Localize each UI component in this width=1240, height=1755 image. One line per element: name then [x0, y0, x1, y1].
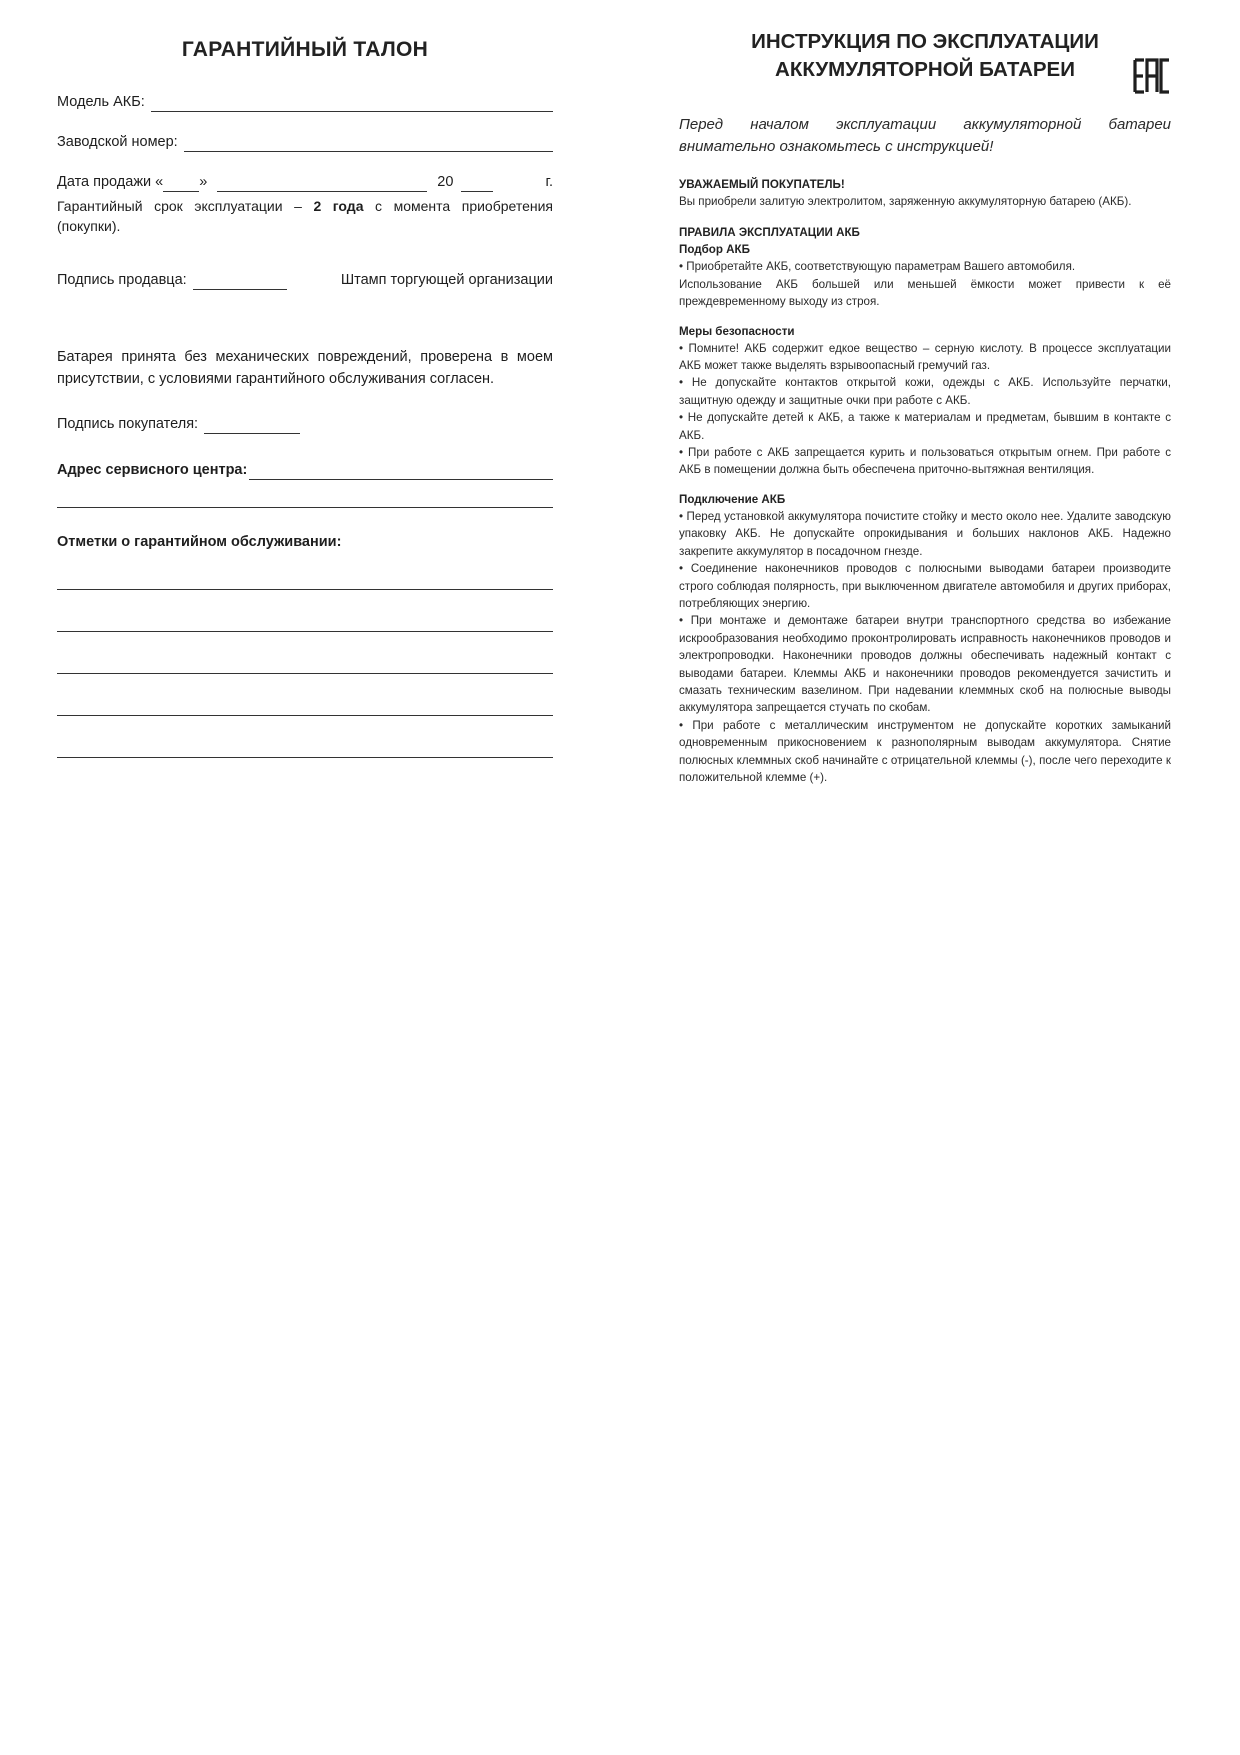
safety-heading: Меры безопасности [679, 324, 795, 338]
sale-year-prefix: 20 [437, 174, 454, 190]
selection-heading: Подбор АКБ [679, 243, 750, 257]
instructions-title-line-2: АККУМУЛЯТОРНОЙ БАТАРЕИ [775, 58, 1075, 81]
service-address-label: Адрес сервисного центра: [57, 462, 248, 478]
sale-month-blank [217, 175, 427, 192]
warranty-term-prefix: Гарантийный срок эксплуатации – [57, 198, 302, 214]
model-blank-line [151, 95, 553, 112]
service-address-field [57, 460, 553, 480]
seller-signature-field [57, 270, 553, 290]
service-mark-line [57, 672, 553, 674]
connection-bullet: • Соединение наконечников проводов с полюсными выводами батареи производите строго соблюдая полярность, при выключенном двигателе автомобиля и других приборах, потребляющих энергию. [679, 562, 1171, 610]
sale-year-blank [461, 175, 493, 192]
warranty-title: ГАРАНТИЙНЫЙ ТАЛОН [181, 38, 429, 61]
service-marks-lines [57, 588, 553, 758]
safety-bullet: • Не допускайте контактов открытой кожи, одежды с АКБ. Используйте перчатки, защитную одежду и защитные очки при работе с АКБ. [679, 376, 1171, 407]
service-address-blank [249, 463, 553, 480]
eac-certification-icon [1133, 58, 1171, 94]
instructions-header [679, 28, 1171, 88]
warranty-term-suffix: с момента приобретения (покупки). [57, 198, 554, 234]
buyer-signature-label: Подпись покупателя: [57, 416, 199, 432]
connection-bullet: • При монтаже и демонтаже батареи внутри транспортного средства во избежание искрообразования необходимо проконтролировать исправность наконечников проводов и электропроводки. Наконечники проводов должны обеспечивать надежный контакт с выводами батареи. Клеммы АКБ и наконечники проводов рекомендуется зачистить и смазать техническим вазелином. При надевании клеммных скоб на полюсные выводы аккумулятора запрещается стучать по скобам. [679, 614, 1171, 715]
sale-date-field [57, 172, 553, 192]
selection-bullet: • Приобретайте АКБ, соответствующую параметрам Вашего автомобиля. [679, 260, 1076, 274]
buyer-signature-blank [204, 417, 300, 434]
seller-signature-label: Подпись продавца: [57, 272, 187, 288]
service-mark-line [57, 630, 553, 632]
selection-text: Использование АКБ большей или меньшей ёмкости может привести к её преждевременному выходу из строя. [679, 277, 1171, 309]
sale-date-quote-close: » [199, 174, 208, 190]
dear-customer-text: Вы приобрели залитую электролитом, заряженную аккумуляторную батарею (АКБ). [679, 195, 1132, 208]
service-mark-line [57, 756, 553, 758]
connection-bullet: • При работе с металлическим инструментом не допускайте коротких замыканий одновременным прикосновением к разнополярным выводам аккумулятора. Снятие полюсных клеммных скоб начинайте с отрицательной клеммы (-), после чего переходите к положительной клемме (+). [679, 718, 1171, 784]
service-marks-title: Отметки о гарантийном обслуживании: [57, 534, 342, 550]
instructions-title [679, 28, 1171, 84]
serial-field [57, 132, 553, 152]
model-field [57, 92, 553, 112]
serial-blank-line [184, 135, 553, 152]
buyer-signature-field [57, 414, 553, 434]
connection-bullet: • Перед установкой аккумулятора почистите стойку и место около нее. Удалите заводскую упаковку АКБ. Не допускайте опрокидывания и больших наклонов АКБ. Надежно закрепите аккумулятор в посадочном гнезде. [679, 509, 1171, 558]
stamp-label: Штамп торгующей организации [340, 272, 553, 288]
serial-label: Заводской номер: [57, 134, 178, 150]
safety-section [679, 323, 1171, 479]
safety-bullet: • При работе с АКБ запрещается курить и пользоваться открытым огнем. При работе с АКБ в помещении должна быть обеспечена приточно-вытяжная вентиляция. [679, 446, 1171, 477]
sale-date-label: Дата продажи « [57, 174, 164, 190]
connection-section [679, 491, 1171, 787]
sale-day-blank [163, 175, 199, 192]
safety-bullet: • Не допускайте детей к АКБ, а также к материалам и предметам, бывшим в контакте с АКБ. [679, 411, 1171, 442]
connection-heading: Подключение АКБ [679, 492, 786, 506]
dear-customer-heading: УВАЖАЕМЫЙ ПОКУПАТЕЛЬ! [679, 178, 845, 191]
safety-bullet: • Помните! АКБ содержит едкое вещество – серную кислоту. В процессе эксплуатации АКБ может также выделять взрывоопасный гремучий газ. [679, 341, 1171, 373]
warranty-term-duration: 2 года [313, 198, 364, 214]
seller-signature-blank [193, 273, 287, 290]
instructions-intro: Перед началом эксплуатации аккумуляторной батареи внимательно ознакомьтесь с инструкцией! [679, 116, 1171, 155]
service-mark-line [57, 588, 553, 590]
model-label: Модель АКБ: [57, 94, 145, 110]
rules-heading: ПРАВИЛА ЭКСПЛУАТАЦИИ АКБ [679, 226, 860, 240]
acceptance-text: Батарея принята без механических повреждений, проверена в моем присутствии, с условиями гарантийного обслуживания согласен. [57, 349, 553, 387]
warranty-term [57, 196, 553, 236]
service-address-blank-line-2 [57, 506, 553, 508]
sale-year-suffix: г. [545, 174, 553, 190]
operating-instructions [679, 28, 1171, 786]
warranty-card [57, 30, 553, 758]
instructions-title-line-1: ИНСТРУКЦИЯ ПО ЭКСПЛУАТАЦИИ [751, 30, 1099, 53]
service-mark-line [57, 714, 553, 716]
